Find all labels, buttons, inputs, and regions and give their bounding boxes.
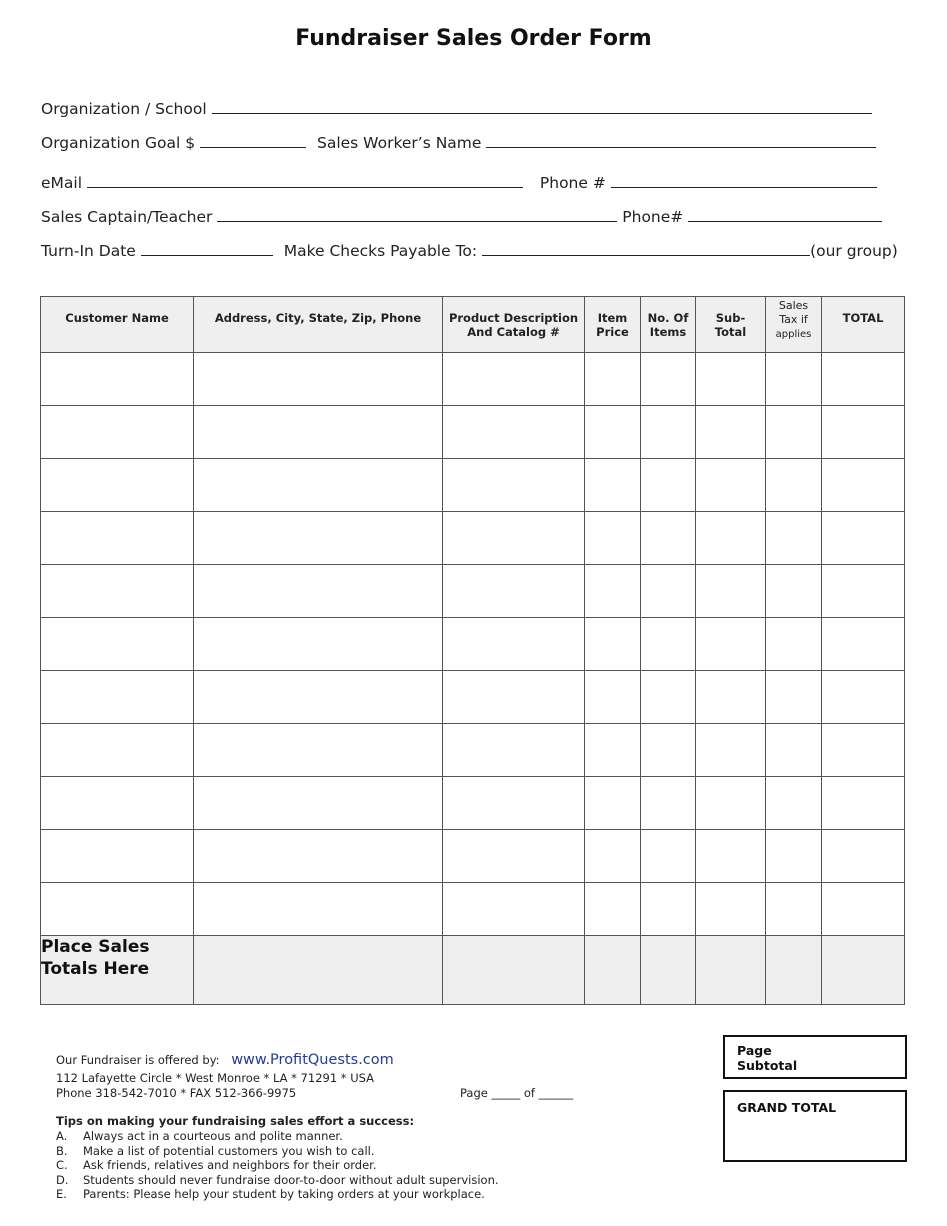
order-cell[interactable] [194,512,443,565]
tip-letter: A. [56,1129,68,1143]
order-cell[interactable] [696,406,766,459]
order-cell[interactable] [41,353,194,406]
order-cell[interactable] [41,883,194,936]
tip-item [56,1158,499,1173]
totals-cell[interactable] [194,936,443,1005]
order-cell[interactable] [822,353,905,406]
order-cell[interactable] [585,512,641,565]
order-cell[interactable] [443,512,585,565]
email-label: eMail [41,174,83,192]
totals-label: Place Sales Totals Here [41,936,194,1005]
totals-cell[interactable] [641,936,696,1005]
tip-item [56,1187,499,1202]
order-cell[interactable] [585,459,641,512]
org-goal-field[interactable] [200,132,306,148]
tip-letter: E. [56,1187,67,1201]
tip-letter: C. [56,1158,68,1172]
company-phone: Phone 318-542-7010 * FAX 512-366-9975 [56,1086,297,1100]
order-cell[interactable] [766,777,822,830]
order-cell[interactable] [641,724,696,777]
order-cell[interactable] [194,830,443,883]
totals-row [41,936,905,1005]
order-cell[interactable] [443,353,585,406]
order-cell[interactable] [822,883,905,936]
order-cell[interactable] [585,406,641,459]
order-cell[interactable] [443,565,585,618]
totals-cell[interactable] [822,936,905,1005]
totals-cell[interactable] [766,936,822,1005]
order-cell[interactable] [696,830,766,883]
order-cell[interactable] [641,353,696,406]
totals-cell[interactable] [696,936,766,1005]
org-school-row [41,98,872,118]
order-cell[interactable] [41,459,194,512]
order-cell[interactable] [585,883,641,936]
table-row [41,883,905,936]
order-cell[interactable] [696,618,766,671]
order-cell[interactable] [443,459,585,512]
captain-phone-field[interactable] [688,206,882,222]
captain-field[interactable] [217,206,617,222]
table-row [41,777,905,830]
order-cell[interactable] [585,618,641,671]
order-cell[interactable] [443,883,585,936]
order-cell[interactable] [585,777,641,830]
order-cell[interactable] [766,671,822,724]
our-group-label: (our group) [810,242,898,260]
order-cell[interactable] [41,671,194,724]
order-cell[interactable] [443,406,585,459]
order-table [40,296,905,1005]
order-cell[interactable] [822,671,905,724]
order-cell[interactable] [641,459,696,512]
order-cell[interactable] [443,830,585,883]
page-subtotal-label-2: Subtotal [737,1058,798,1073]
order-cell[interactable] [41,565,194,618]
checks-payable-label: Make Checks Payable To: [283,242,478,260]
table-row [41,459,905,512]
totals-cell[interactable] [585,936,641,1005]
order-cell[interactable] [766,830,822,883]
worker-name-label: Sales Worker’s Name [316,134,482,152]
order-cell[interactable] [194,724,443,777]
order-cell[interactable] [696,565,766,618]
org-goal-row [41,132,876,152]
checks-payable-field[interactable] [482,240,810,256]
order-cell[interactable] [696,671,766,724]
table-row [41,353,905,406]
order-cell[interactable] [41,512,194,565]
tip-text: Students should never fundraise door-to-door without adult supervision. [83,1172,499,1187]
tips-heading: Tips on making your fundraising sales effort a success: [56,1114,415,1128]
header-total: TOTAL [822,297,905,353]
header-customer-name: Customer Name [41,297,194,353]
order-cell[interactable] [585,724,641,777]
order-cell[interactable] [41,724,194,777]
tip-text: Always act in a courteous and polite manner. [83,1129,343,1143]
grand-total-label: GRAND TOTAL [737,1100,837,1115]
order-cell[interactable] [41,777,194,830]
table-row [41,830,905,883]
form-title: Fundraiser Sales Order Form [295,26,652,51]
order-cell[interactable] [641,777,696,830]
order-cell[interactable] [41,830,194,883]
order-cell[interactable] [641,830,696,883]
order-cell[interactable] [822,830,905,883]
order-cell[interactable] [443,724,585,777]
order-cell[interactable] [696,724,766,777]
totals-cell[interactable] [443,936,585,1005]
tip-item [56,1129,499,1144]
order-cell[interactable] [194,671,443,724]
table-row [41,618,905,671]
header-item-price: Item Price [585,297,641,353]
order-cell[interactable] [194,618,443,671]
website-link[interactable]: www.ProfitQuests.com [231,1052,394,1068]
tip-letter: B. [56,1143,68,1158]
table-row [41,512,905,565]
order-cell[interactable] [822,512,905,565]
order-cell[interactable] [696,883,766,936]
order-cell[interactable] [822,565,905,618]
header-subtotal: Sub- Total [696,297,766,353]
page-number: Page _____ of ______ [460,1086,574,1100]
table-row [41,565,905,618]
turn-in-label: Turn-In Date [41,242,136,260]
order-cell[interactable] [766,565,822,618]
tip-item [56,1173,499,1188]
tip-text: Parents: Please help your student by taking orders at your workplace. [83,1187,485,1201]
order-cell[interactable] [822,618,905,671]
order-cell[interactable] [766,618,822,671]
page-subtotal-box[interactable] [723,1035,907,1079]
order-cell[interactable] [585,830,641,883]
tip-text: Make a list of potential customers you wish to call. [83,1143,375,1158]
turn-in-row [41,240,898,260]
order-cell[interactable] [585,671,641,724]
email-field[interactable] [87,172,523,188]
captain-phone-label: Phone# [622,208,684,226]
order-cell[interactable] [696,512,766,565]
order-cell[interactable] [766,406,822,459]
order-cell[interactable] [766,724,822,777]
table-row [41,406,905,459]
offered-by-row [56,1052,394,1068]
order-cell[interactable] [585,565,641,618]
order-cell[interactable] [194,459,443,512]
order-cell[interactable] [766,512,822,565]
tip-item [56,1144,499,1159]
order-cell[interactable] [822,724,905,777]
order-cell[interactable] [443,671,585,724]
captain-label: Sales Captain/Teacher [41,208,213,226]
order-cell[interactable] [41,406,194,459]
order-cell[interactable] [766,353,822,406]
order-cell[interactable] [822,406,905,459]
table-row [41,724,905,777]
table-row [41,671,905,724]
order-cell[interactable] [696,459,766,512]
header-sales-tax: Sales Tax if applies [766,297,822,353]
turn-in-field[interactable] [141,240,273,256]
page-subtotal-label-1: Page [737,1043,772,1058]
tips-list [56,1129,499,1202]
order-cell[interactable] [766,459,822,512]
order-cell[interactable] [443,618,585,671]
order-cell[interactable] [641,671,696,724]
order-cell[interactable] [194,777,443,830]
grand-total-box[interactable] [723,1090,907,1162]
order-cell[interactable] [822,459,905,512]
captain-row [41,206,882,226]
tip-text: Ask friends, relatives and neighbors for their order. [83,1158,377,1172]
order-cell[interactable] [766,883,822,936]
order-cell[interactable] [822,777,905,830]
worker-name-field[interactable] [486,132,876,148]
phone-field[interactable] [611,172,877,188]
order-cell[interactable] [194,565,443,618]
order-cell[interactable] [443,777,585,830]
order-cell[interactable] [696,353,766,406]
table-header-row [41,297,905,353]
tip-letter: D. [56,1172,69,1187]
company-address: 112 Lafayette Circle * West Monroe * LA * 71291 * USA [56,1071,375,1085]
email-row [41,172,877,192]
order-cell[interactable] [641,565,696,618]
order-cell[interactable] [585,353,641,406]
header-no-of-items: No. Of Items [641,297,696,353]
order-cell[interactable] [194,406,443,459]
order-cell[interactable] [696,777,766,830]
order-cell[interactable] [194,353,443,406]
order-cell[interactable] [641,406,696,459]
order-cell[interactable] [641,512,696,565]
org-school-field[interactable] [212,98,872,114]
order-cell[interactable] [41,618,194,671]
org-goal-label: Organization Goal $ [41,134,196,152]
header-product: Product Description And Catalog # [443,297,585,353]
phone-label: Phone # [539,174,606,192]
header-address: Address, City, State, Zip, Phone [194,297,443,353]
offered-by-label: Our Fundraiser is offered by: [56,1053,220,1067]
org-school-label: Organization / School [41,100,207,118]
order-cell[interactable] [641,618,696,671]
order-cell[interactable] [194,883,443,936]
order-cell[interactable] [641,883,696,936]
